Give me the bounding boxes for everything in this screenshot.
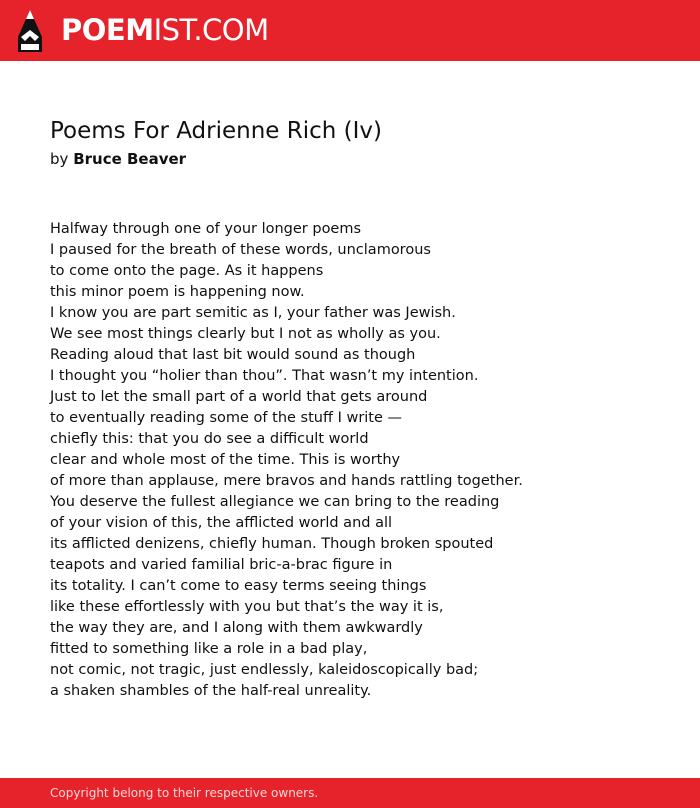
poem-byline <box>50 149 186 169</box>
poem-line: its afflicted denizens, chiefly human. Though broken spouted <box>50 536 494 552</box>
poem-body <box>50 219 670 702</box>
poem-line: to come onto the page. As it happens <box>50 263 324 279</box>
poem-line: I know you are part semitic as I, your father was Jewish. <box>50 305 456 321</box>
copyright-notice: Copyright belong to their respective owners. <box>50 786 319 800</box>
poem-line: Reading aloud that last bit would sound as though <box>50 347 416 363</box>
site-header <box>0 0 700 61</box>
poem-line: of your vision of this, the afflicted world and all <box>50 515 393 531</box>
pencil-tip-icon[interactable] <box>18 10 42 52</box>
logo-text-light: IST.COM <box>153 13 269 47</box>
poem-title: Poems For Adrienne Rich (Iv) <box>50 118 383 144</box>
poem-line: clear and whole most of the time. This is worthy <box>50 452 401 468</box>
poem-line: the way they are, and I along with them awkwardly <box>50 620 423 636</box>
poem-line: teapots and varied familial bric-a-brac figure in <box>50 557 393 573</box>
poem-line: like these effortlessly with you but that’s the way it is, <box>50 599 444 615</box>
poem-line: You deserve the fullest allegiance we can bring to the reading <box>50 494 500 510</box>
logo-text-bold: POEM <box>61 13 154 47</box>
poem-line: We see most things clearly but I not as wholly as you. <box>50 326 441 342</box>
author-name[interactable]: Bruce Beaver <box>73 150 187 168</box>
poem-line: I thought you “holier than thou”. That wasn’t my intention. <box>50 368 479 384</box>
poem-line: fitted to something like a role in a bad play, <box>50 641 368 657</box>
poem-line: of more than applause, mere bravos and hands rattling together. <box>50 473 523 489</box>
poem-line: not comic, not tragic, just endlessly, kaleidoscopically bad; <box>50 662 479 678</box>
poem-line: I paused for the breath of these words, unclamorous <box>50 242 431 258</box>
poem-line: chiefly this: that you do see a difficult world <box>50 431 369 447</box>
by-label: by <box>50 150 69 168</box>
poem-line: this minor poem is happening now. <box>50 284 305 300</box>
poem-line: its totality. I can’t come to easy terms seeing things <box>50 578 427 594</box>
poem-line: Just to let the small part of a world that gets around <box>50 389 428 405</box>
site-footer <box>0 778 700 808</box>
poem-line: Halfway through one of your longer poems <box>50 221 362 237</box>
poem-line: to eventually reading some of the stuff I write — <box>50 410 403 426</box>
poem-line: a shaken shambles of the half-real unreality. <box>50 683 372 699</box>
site-logo[interactable] <box>61 13 269 47</box>
